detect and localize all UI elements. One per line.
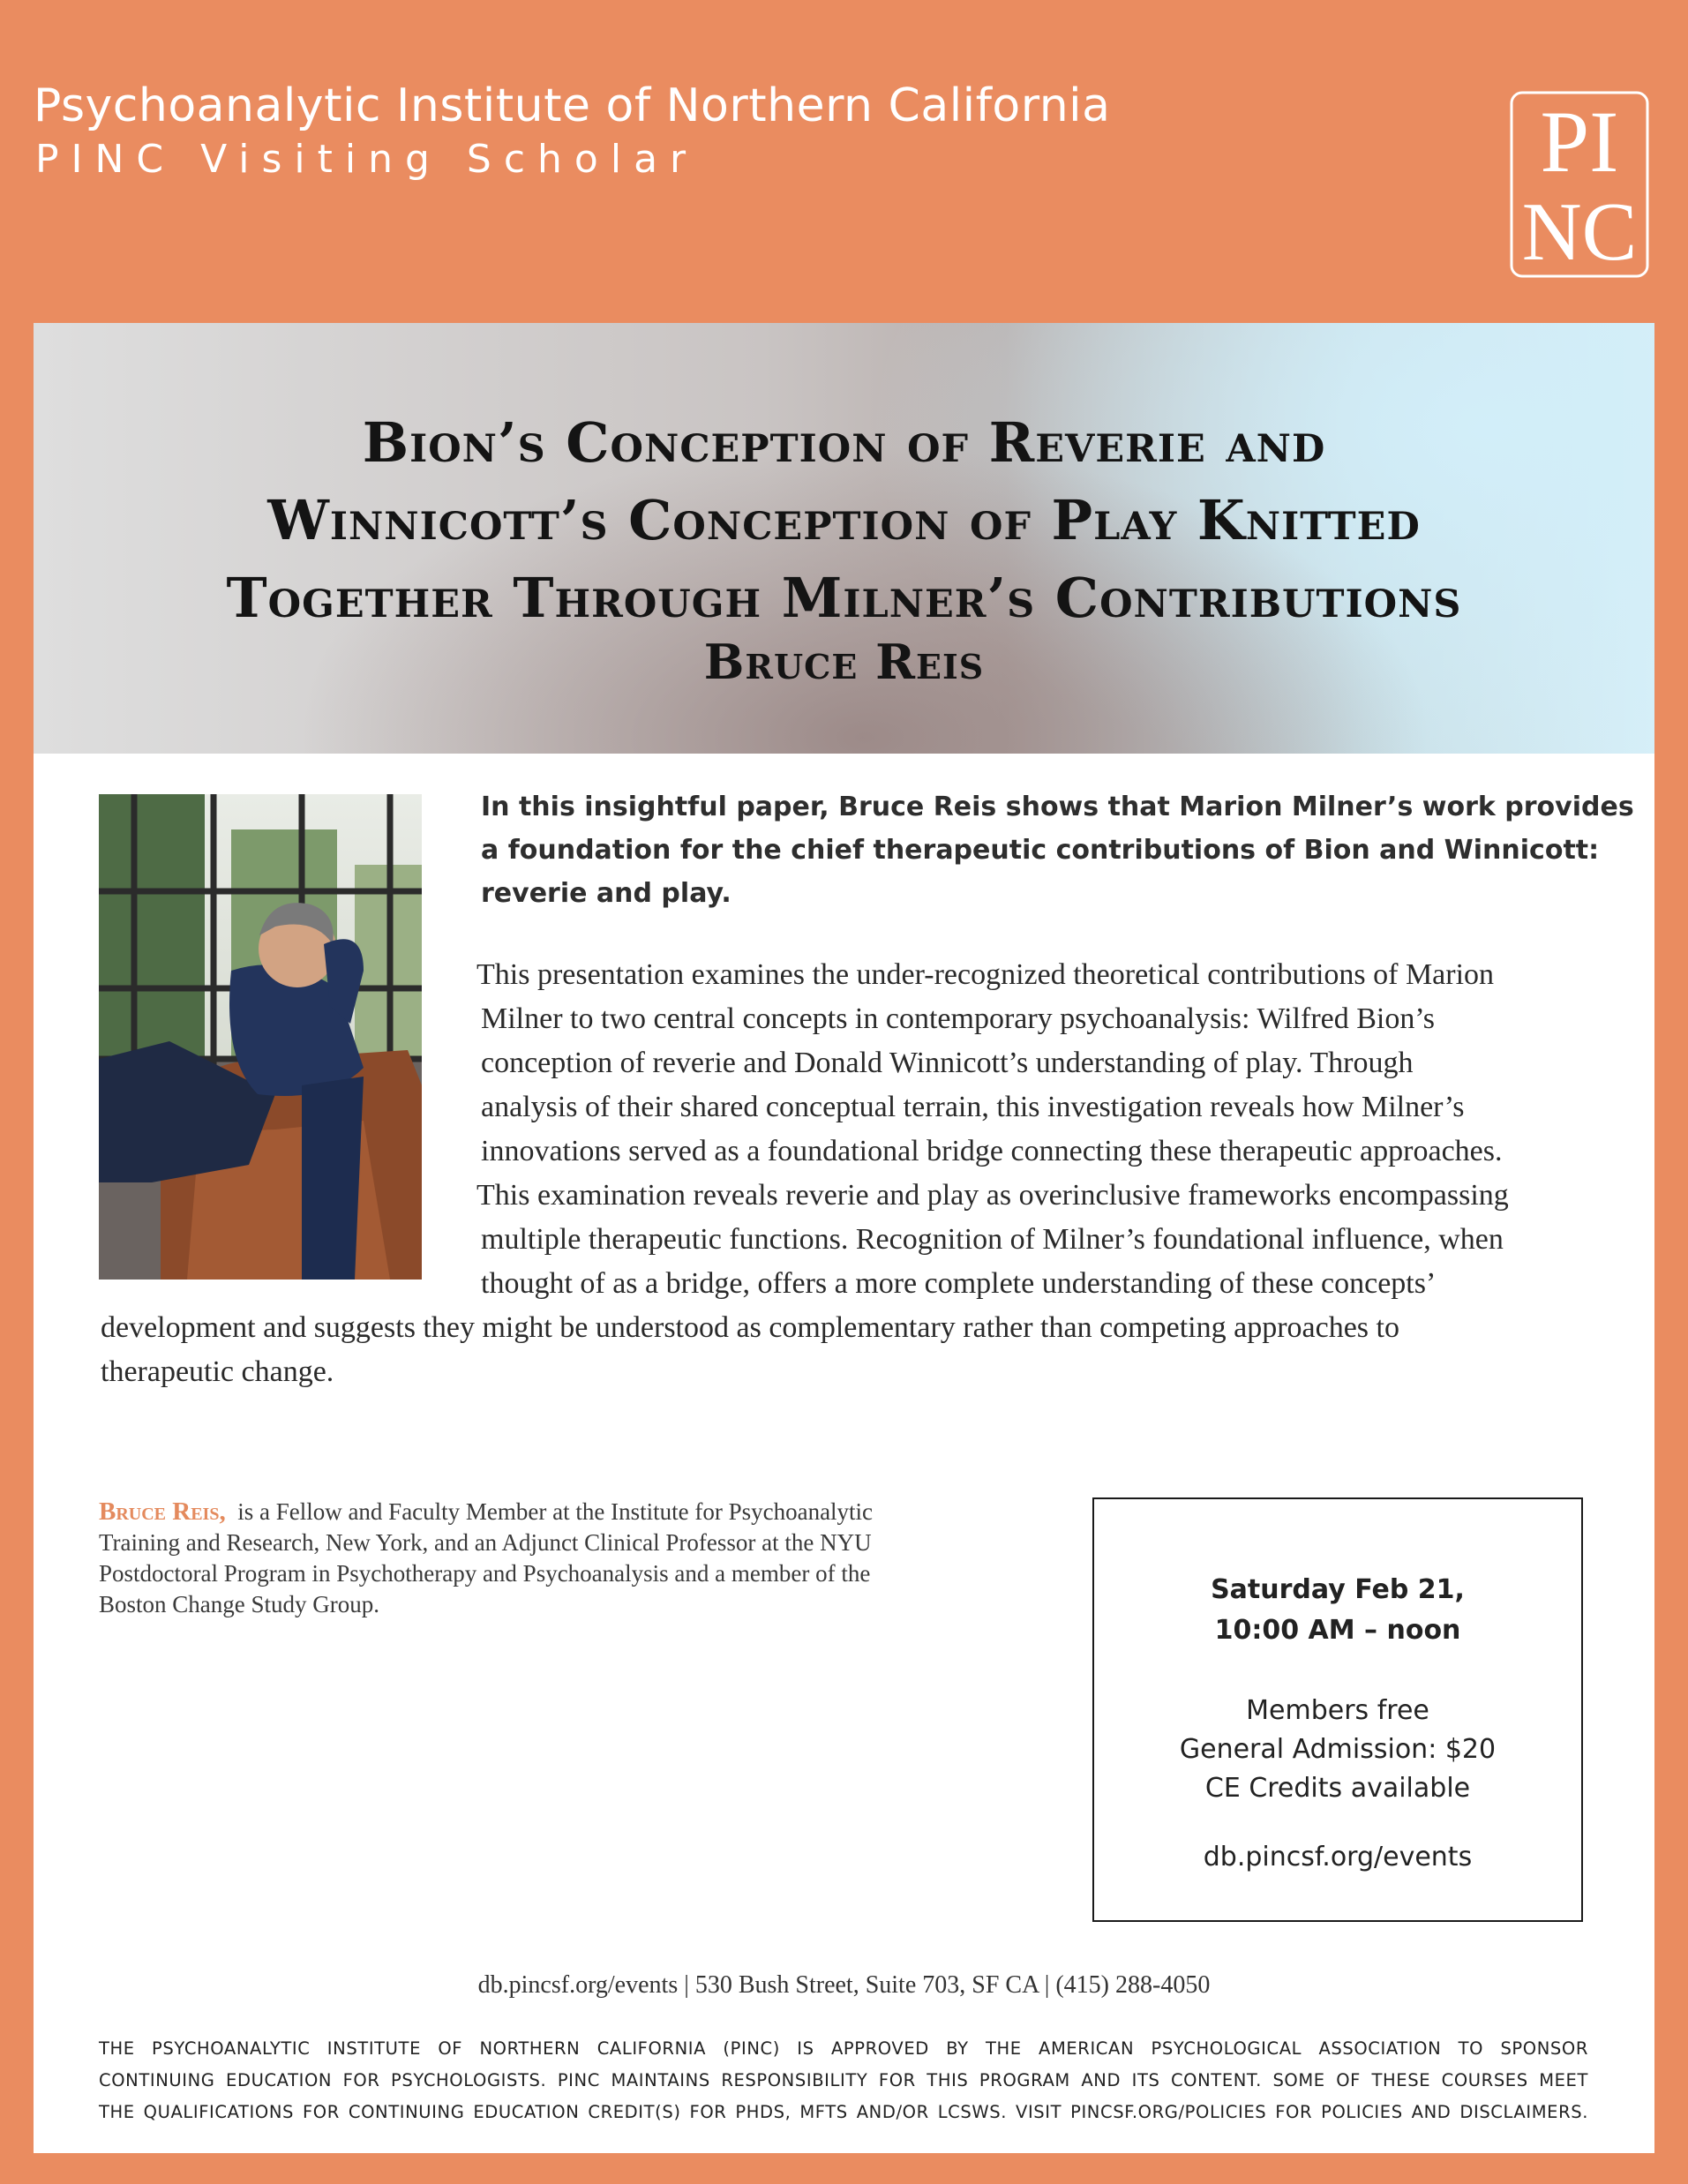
abstract-line: thought of as a bridge, offers a more complete understanding of these concepts’ [481, 1267, 1437, 1300]
footer-contact: db.pincsf.org/events | 530 Bush Street, Suite 703, SF CA | (415) 288-4050 [477, 1971, 1211, 1999]
abstract-line: innovations served as a foundational bridge connecting these therapeutic approaches. [481, 1135, 1503, 1167]
header-series: PINC Visiting Scholar [35, 137, 699, 182]
abstract-line: Milner to two central concepts in contemporary psychoanalysis: Wilfred Bion’s [481, 1002, 1436, 1035]
abstract-line: multiple therapeutic functions. Recognition of Milner’s foundational influence, when [481, 1223, 1504, 1256]
bio-line: Postdoctoral Program in Psychotherapy and Psychoanalysis and a member of the [99, 1560, 871, 1587]
content-panel [34, 323, 1654, 2153]
abstract-line: This examination reveals reverie and play as overinclusive frameworks encompassing [476, 1179, 1509, 1212]
disclaimer-line: THE QUALIFICATIONS FOR CONTINUING EDUCATION CREDIT(S) FOR PHDS, MFTS AND/OR LCSWS. VISIT PINCSF.ORG/POLICIES FOR POLICIES AND DISCLAIMERS. [99, 2102, 1588, 2122]
abstract-line: analysis of their shared conceptual terrain, this investigation reveals how Milner’s [481, 1091, 1465, 1123]
lead-line: a foundation for the chief therapeutic contributions of Bion and Winnicott: [481, 835, 1600, 866]
event-url-link[interactable]: db.pincsf.org/events [1203, 1842, 1473, 1873]
talk-title [34, 404, 1654, 637]
abstract-line: conception of reverie and Donald Winnicott’s understanding of play. Through [481, 1047, 1414, 1079]
abstract-line: therapeutic change. [101, 1355, 334, 1388]
lead-paragraph [481, 785, 1634, 915]
event-details-box [1092, 1497, 1583, 1922]
bio-line [99, 1497, 1052, 1527]
bio-text: is a Fellow and Faculty Member at the Institute for Psychoanalytic [237, 1498, 874, 1525]
pinc-logo [1509, 90, 1650, 279]
header-org-name: Psychoanalytic Institute of Northern California [34, 79, 1111, 132]
logo-text-bottom: NC [1521, 186, 1638, 278]
lead-line: In this insightful paper, Bruce Reis shows that Marion Milner’s work provides [481, 792, 1634, 822]
disclaimer-line: THE PSYCHOANALYTIC INSTITUTE OF NORTHERN CALIFORNIA (PINC) IS APPROVED BY THE AMERICAN PSYCHOLOGICAL ASSOCIATION TO SPONSOR [99, 2038, 1588, 2059]
event-time: 10:00 AM – noon [1214, 1615, 1461, 1646]
speaker-photo [99, 794, 422, 1280]
title-line: Bion’s Conception of Reverie and [362, 410, 1326, 475]
title-banner [34, 323, 1654, 754]
logo-text-top: PI [1540, 93, 1619, 191]
bio-name: Bruce Reis, [99, 1497, 226, 1526]
abstract-line: This presentation examines the under-recognized theoretical contributions of Marion [476, 958, 1495, 991]
disclaimer-line: CONTINUING EDUCATION FOR PSYCHOLOGISTS. PINC MAINTAINS RESPONSIBILITY FOR THIS PROGRAM AND ITS CONTENT. SOME OF THESE COURSES MEET [99, 2070, 1588, 2090]
bio-line: Boston Change Study Group. [99, 1591, 380, 1617]
ce-disclaimer [99, 2033, 1588, 2128]
members-price: Members free [1246, 1695, 1429, 1726]
abstract-line: development and suggests they might be understood as complementary rather than competing approaches to [101, 1311, 1399, 1344]
lead-line: reverie and play. [481, 878, 731, 909]
title-line: Together Through Milner’s Contributions [226, 566, 1462, 630]
event-date: Saturday Feb 21, [1211, 1574, 1465, 1605]
event-datetime [1094, 1570, 1581, 1651]
ce-credits: CE Credits available [1204, 1773, 1471, 1804]
speaker-name: Bruce Reis [703, 634, 985, 690]
general-admission-price: General Admission: $20 [1179, 1734, 1497, 1765]
title-line: Winnicott’s Conception of Play Knitted [267, 488, 1421, 552]
bio-line: Training and Research, New York, and an Adjunct Clinical Professor at the NYU [99, 1529, 872, 1556]
speaker-bio [99, 1497, 1052, 1620]
event-pricing [1094, 1692, 1581, 1808]
